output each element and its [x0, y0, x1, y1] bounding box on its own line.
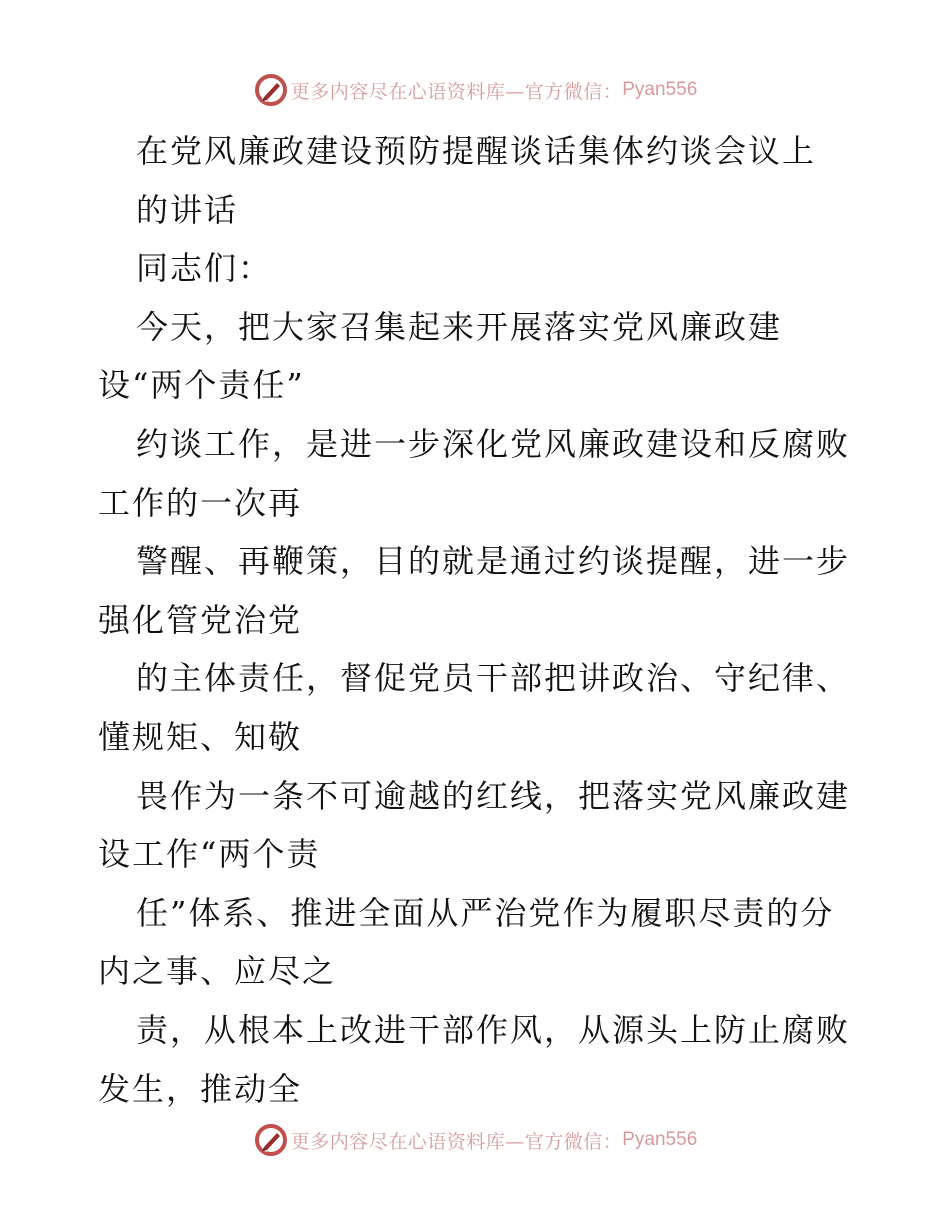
document-line: 设工作“两个责: [98, 835, 321, 874]
watermark-text: 更多内容尽在心语资料库—官方微信：: [290, 80, 623, 103]
watermark-banner-bottom: [0, 1120, 950, 1160]
watermark-banner-top: [0, 70, 950, 110]
document-line: 发生，推动全: [98, 1069, 303, 1108]
document-line: 内之事、应尽之: [98, 952, 337, 991]
document-line: 同志们：: [136, 249, 273, 288]
document-line: 警醒、再鞭策，目的就是通过约谈提醒，进一步: [136, 542, 851, 581]
document-line: 强化管党治党: [98, 600, 303, 639]
document-line: 的主体责任，督促党员干部把讲政治、守纪律、: [136, 659, 851, 698]
document-line: 在党风廉政建设预防提醒谈话集体约谈会议上: [136, 132, 817, 170]
document-line: 任”体系、推进全面从严治党作为履职尽责的分: [136, 893, 835, 932]
document-line: 的讲话: [136, 190, 239, 229]
document-line: 约谈工作，是进一步深化党风廉政建设和反腐败: [136, 424, 851, 463]
pen-circle-logo-icon: [253, 1122, 289, 1158]
document-line: 工作的一次再: [98, 483, 303, 522]
document-line: 畏作为一条不可逾越的红线，把落实党风廉政建: [136, 776, 851, 815]
watermark-handle: Pyan556: [622, 1129, 698, 1150]
document-line: 责，从根本上改进干部作风，从源头上防止腐败: [136, 1010, 851, 1049]
document-line: 设“两个责任”: [98, 366, 305, 405]
document-line: 今天，把大家召集起来开展落实党风廉政建: [136, 307, 783, 346]
document-line: 懂规矩、知敬: [98, 717, 303, 756]
pen-circle-logo-icon: [253, 72, 289, 108]
document-body: [98, 122, 858, 1118]
watermark-text: 更多内容尽在心语资料库—官方微信：: [290, 1130, 623, 1153]
watermark-handle: Pyan556: [622, 79, 698, 100]
